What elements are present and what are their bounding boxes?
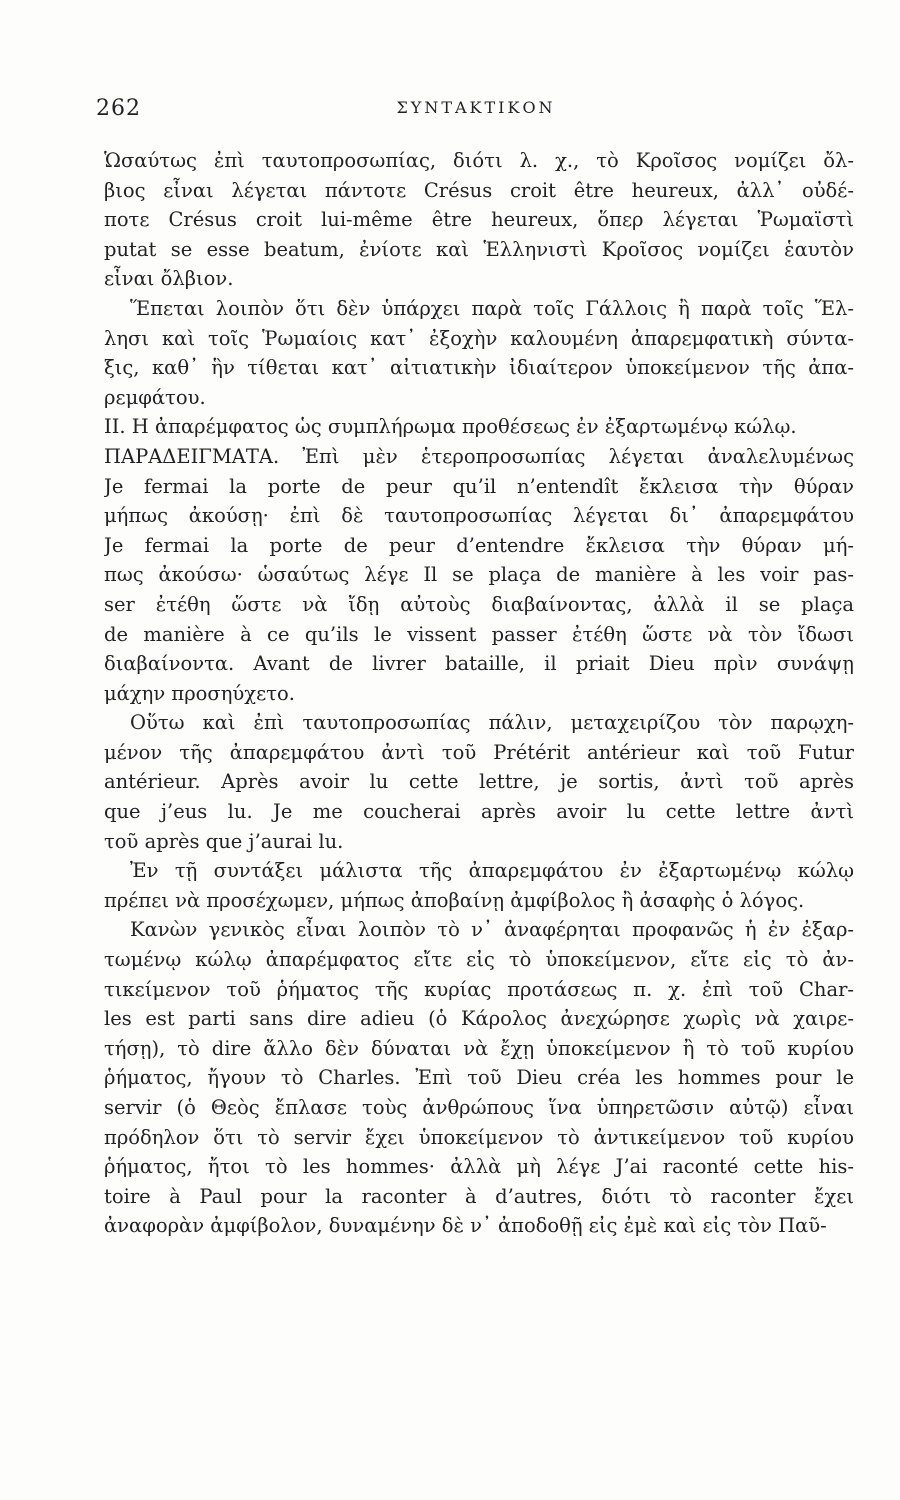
text-line: que j’eus lu. Je me coucherai après avoir lu cette lettre ἀντὶ [104,800,854,824]
text-line: μάχην προσηύχετο. [104,681,295,705]
text-line: ποτε Crésus croit lui-même être heureux, ὅπερ λέγεται Ῥωμαϊστὶ [104,208,854,232]
text-line: πρέπει νὰ προσέχωμεν, μήπως ἀποβαίνῃ ἀμφίβολος ἢ ἀσαφὴς ὁ λόγος. [104,888,805,912]
text-line: διαβαίνοντα. Avant de livrer bataille, il priait Dieu πρὶν συνάψῃ [104,652,854,676]
text-line: εἶναι ὄλβιον. [104,267,234,291]
text-line: toire à Paul pour la raconter à d’autres, διότι τὸ raconter ἔχει [104,1184,854,1208]
text-line: putat se esse beatum, ἐνίοτε καὶ Ἑλληνιστὶ Κροῖσος νομίζει ἑαυτὸν [104,237,854,261]
text-line: ser ἐτέθη ὥστε νὰ ἴδῃ αὐτοὺς διαβαίνοντας, ἀλλὰ il se plaça [104,592,854,616]
text-line: βιος εἶναι λέγεται πάντοτε Crésus croit être heureux, ἀλλ᾽ οὐδέ- [104,178,854,202]
text-line: II. Η ἀπαρέμφατος ὡς συμπλήρωμα προθέσεως ἐν ἐξαρτωμένῳ κώλῳ. [104,415,797,439]
text-line: Οὕτω καὶ ἐπὶ ταυτοπροσωπίας πάλιν, μεταχειρίζου τὸν παρῳχη- [130,711,854,735]
text-line: ρεμφάτου. [104,385,206,409]
text-line: τωμένῳ κώλῳ ἀπαρέμφατος εἴτε εἰς τὸ ὑποκείμενον, εἴτε εἰς τὸ ἀν- [104,948,854,972]
text-line: Ἐν τῇ συντάξει μάλιστα τῆς ἀπαρεμφάτου ἐν ἐξαρτωμένῳ κώλῳ [130,859,854,883]
page-header [96,96,856,132]
text-line: Ὡσαύτως ἐπὶ ταυτοπροσωπίας, διότι λ. χ., τὸ Κροῖσος νομίζει ὄλ- [104,149,854,172]
text-line: λησι καὶ τοῖς Ῥωμαίοις κατ᾽ ἐξοχὴν καλουμένη ἀπαρεμφατικὴ σύντα- [104,326,854,350]
text-line: Je fermai la porte de peur d’entendre ἔκλεισα τὴν θύραν μή- [104,533,854,557]
running-head: ΣΥΝΤΑΚΤΙΚΟΝ [396,98,556,117]
text-line: Je fermai la porte de peur qu’il n’entendît ἔκλεισα τὴν θύραν [104,474,854,498]
text-line: τικείμενον τοῦ ῥήματος τῆς κυρίας προτάσεως π. χ. ἐπὶ τοῦ Char- [104,977,854,1001]
text-line: de manière à ce qu’ils le vissent passer ἐτέθη ὥστε νὰ τὸν ἴδωσι [104,622,854,646]
text-line: les est parti sans dire adieu (ὁ Κάρολος ἀνεχώρησε χωρὶς νὰ χαιρε- [104,1007,854,1031]
text-line: ξις, καθ᾽ ἣν τίθεται κατ᾽ αἰτιατικὴν ἰδιαίτερον ὑποκείμενον τῆς ἀπα- [104,356,854,380]
body-text [104,146,854,1241]
text-line: τήσῃ), τὸ dire ἄλλο δὲν δύναται νὰ ἔχῃ ὑποκείμενον ἢ τὸ τοῦ κυρίου [104,1036,854,1060]
text-line: πρόδηλον ὅτι τὸ servir ἔχει ὑποκείμενον τὸ ἀντικείμενον τοῦ κυρίου [104,1125,854,1149]
text-line: μένον τῆς ἀπαρεμφάτου ἀντὶ τοῦ Prétérit antérieur καὶ τοῦ Futur [104,740,854,764]
text-line: servir (ὁ Θεὸς ἔπλασε τοὺς ἀνθρώπους ἵνα ὑπηρετῶσιν αὐτῷ) εἶναι [104,1096,854,1119]
text-line: μήπως ἀκούσῃ· ἐπὶ δὲ ταυτοπροσωπίας λέγεται δι᾽ ἀπαρεμφάτου [104,504,854,528]
text-line: Ἕπεται λοιπὸν ὅτι δὲν ὑπάρχει παρὰ τοῖς Γάλλοις ἢ παρὰ τοῖς Ἕλ- [130,296,854,320]
page-number: 262 [96,96,141,121]
text-line: τοῦ après que j’aurai lu. [104,829,344,853]
text-line: ἀναφορὰν ἀμφίβολον, δυναμένην δὲ ν᾽ ἀποδοθῇ εἰς ἐμὲ καὶ εἰς τὸν Παῦ- [104,1214,827,1238]
text-line: ῥήματος, ἤγουν τὸ Charles. Ἐπὶ τοῦ Dieu créa les hommes pour le [104,1066,854,1090]
text-line: ῥήματος, ἤτοι τὸ les hommes· ἀλλὰ μὴ λέγε J’ai raconté cette his- [104,1155,854,1179]
text-line: Κανὼν γενικὸς εἶναι λοιπὸν τὸ ν᾽ ἀναφέρηται προφανῶς ἡ ἐν ἐξαρ- [130,918,854,942]
text-line: ΠΑΡΑΔΕΙΓΜΑΤΑ. Ἐπὶ μὲν ἑτεροπροσωπίας λέγεται ἀναλελυμένως [104,444,854,468]
text-line: πως ἀκούσω· ὡσαύτως λέγε Il se plaça de manière à les voir pas- [104,563,854,587]
text-line: antérieur. Après avoir lu cette lettre, je sortis, ἀντὶ τοῦ après [104,770,854,794]
